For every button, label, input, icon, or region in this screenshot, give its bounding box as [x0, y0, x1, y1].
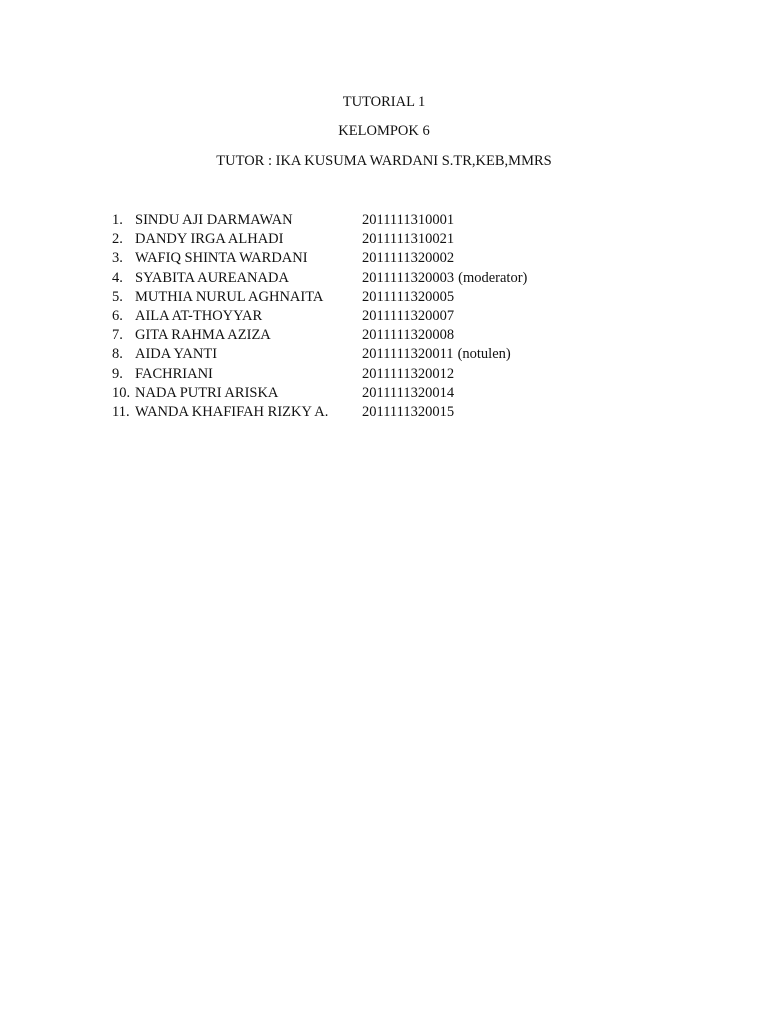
member-id: 2011111310021 [362, 231, 455, 248]
member-number: 2. [112, 231, 123, 248]
member-name: GITA RAHMA AZIZA [135, 327, 271, 344]
list-item [112, 326, 672, 345]
list-item [112, 307, 672, 326]
member-id-cell [362, 403, 454, 422]
list-item [112, 288, 672, 307]
member-id: 2011111320015 [362, 403, 455, 420]
group-heading: KELOMPOK 6 [338, 123, 430, 139]
member-id: 2011111320011 [362, 346, 454, 363]
member-id: 2011111310001 [362, 212, 455, 228]
list-item [112, 384, 672, 403]
member-name: FACHRIANI [135, 365, 213, 382]
member-id-cell [362, 288, 454, 307]
member-id-cell [362, 365, 454, 384]
member-number: 9. [112, 365, 123, 382]
member-number: 4. [112, 269, 123, 286]
member-id-cell [362, 345, 511, 364]
member-name: NADA PUTRI ARISKA [135, 384, 279, 401]
member-id-cell [362, 326, 454, 345]
member-list [112, 211, 672, 422]
member-role: (moderator) [458, 269, 528, 286]
document-title: TUTORIAL 1 [342, 94, 426, 110]
tutor-heading: TUTOR : IKA KUSUMA WARDANI S.TR,KEB,MMRS [216, 153, 552, 169]
member-id: 2011111320012 [362, 365, 455, 382]
list-item [112, 249, 672, 268]
list-item [112, 365, 672, 384]
member-id: 2011111320005 [362, 288, 455, 305]
member-number: 5. [112, 288, 123, 305]
member-name: AIDA YANTI [135, 346, 218, 363]
member-name: AILA AT-THOYYAR [135, 307, 263, 324]
list-item [112, 345, 672, 364]
member-id: 2011111320014 [362, 384, 455, 401]
list-item [112, 403, 672, 422]
member-number: 1. [112, 212, 123, 228]
member-id-cell [362, 211, 454, 230]
list-item [112, 211, 672, 230]
member-id-cell [362, 384, 454, 403]
member-id-cell [362, 230, 454, 249]
member-name: WANDA KHAFIFAH RIZKY A. [135, 403, 329, 420]
member-number: 8. [112, 346, 123, 363]
member-id: 2011111320003 [362, 269, 455, 286]
member-id: 2011111320002 [362, 250, 455, 267]
member-id-cell [362, 307, 454, 326]
member-number: 7. [112, 327, 123, 344]
list-item [112, 269, 672, 288]
member-number: 3. [112, 250, 123, 267]
member-name: DANDY IRGA ALHADI [135, 231, 284, 248]
member-id-cell [362, 249, 454, 268]
member-name: SYABITA AUREANADA [135, 269, 289, 286]
member-id: 2011111320008 [362, 327, 455, 344]
member-id: 2011111320007 [362, 307, 455, 324]
member-role: (notulen) [457, 346, 511, 363]
member-name: SINDU AJI DARMAWAN [135, 212, 293, 228]
member-number: 6. [112, 307, 123, 324]
member-name: WAFIQ SHINTA WARDANI [135, 250, 308, 267]
member-number: 11. [112, 403, 130, 420]
member-name: MUTHIA NURUL AGHNAITA [135, 288, 324, 305]
list-item [112, 230, 672, 249]
member-number: 10. [112, 384, 131, 401]
member-id-cell [362, 269, 527, 288]
